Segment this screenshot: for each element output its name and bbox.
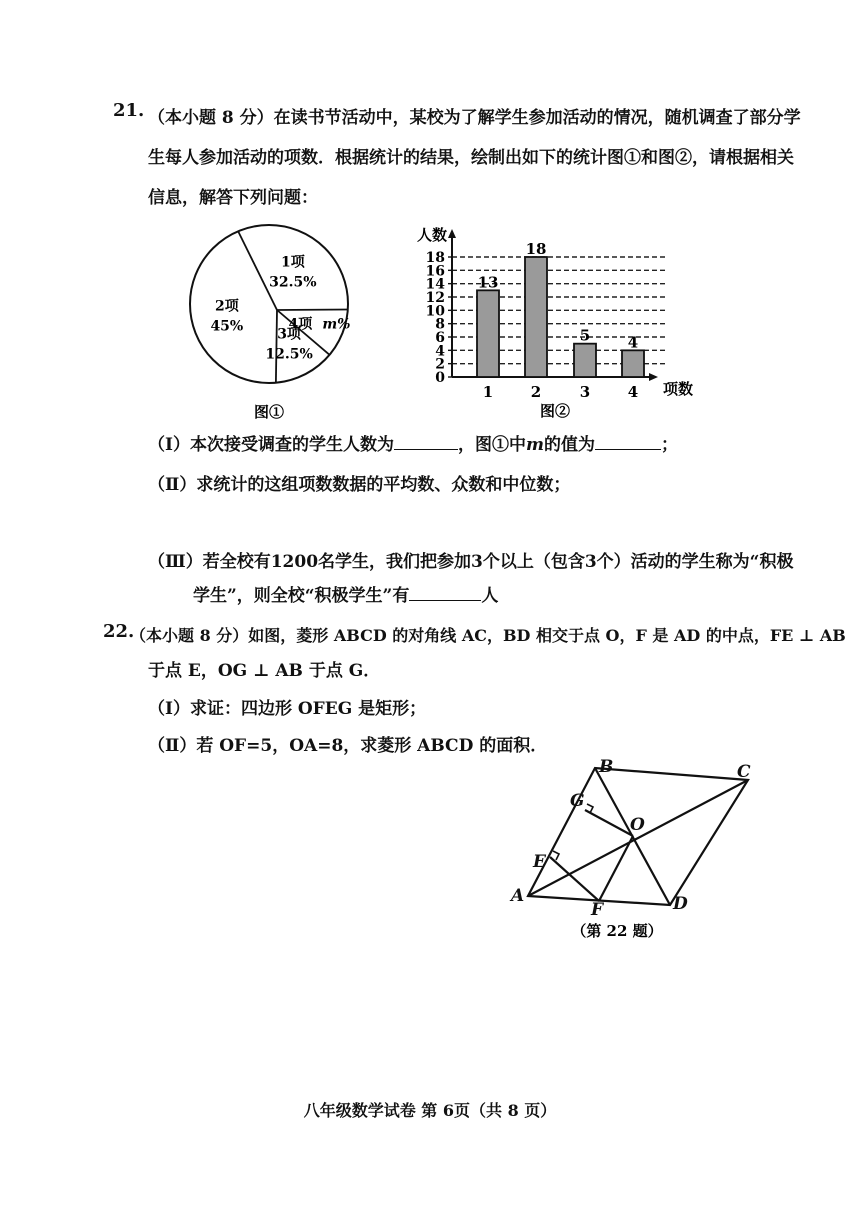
y-tick-label: 2 — [435, 356, 445, 373]
q21-part3-line2 — [193, 581, 498, 606]
diagonal-ac — [528, 780, 748, 896]
pie-slice-label: 4项 — [288, 316, 313, 333]
q21-part1-m: m — [525, 435, 544, 455]
point-d-label: D — [673, 894, 688, 914]
point-g-label: G — [570, 791, 585, 811]
pie-slice-percent: m% — [322, 316, 351, 333]
q21-intro-line2: 生每人参加活动的项数．根据统计的结果，绘制出如下的统计图①和图②，请根据相关 — [148, 148, 794, 168]
q21-part2: （Ⅱ）求统计的这组项数数据的平均数、众数和中位数； — [148, 475, 571, 495]
y-tick-label: 4 — [435, 343, 445, 360]
answer-blank-students[interactable] — [394, 433, 458, 450]
bar-2 — [525, 257, 547, 377]
q21-part3-b: 学生”，则全校“积极学生”有 — [193, 586, 410, 606]
q21-part1 — [148, 430, 678, 455]
y-tick-label: 6 — [435, 330, 445, 346]
pie-slice-percent: 45% — [210, 318, 244, 335]
rhombus-figure — [505, 755, 775, 945]
answer-blank-m[interactable] — [595, 433, 661, 450]
q21-number: 21. — [113, 100, 145, 121]
q21-part1-d: ； — [660, 435, 678, 455]
segment-of — [599, 836, 633, 901]
bar-1 — [477, 290, 499, 377]
x-tick-label: 3 — [579, 383, 591, 401]
q22-line2: 于点 E，OG ⊥ AB 于点 G． — [148, 661, 381, 681]
pie-caption: 图① — [253, 403, 285, 421]
pie-slice-percent: 32.5% — [269, 274, 317, 291]
point-o-label: O — [630, 815, 645, 835]
x-tick-label: 4 — [627, 383, 639, 401]
bar-ylabel: 人数 — [417, 226, 448, 244]
pie-slice-percent: 12.5% — [265, 346, 313, 363]
q21-part1-c: 的值为 — [543, 435, 595, 455]
x-tick-label: 2 — [530, 383, 542, 401]
y-tick-label: 16 — [425, 263, 445, 280]
bar-4 — [622, 350, 644, 377]
q22-part2: （Ⅱ）若 OF=5，OA=8，求菱形 ABCD 的面积． — [148, 736, 548, 756]
y-tick-label: 10 — [425, 303, 445, 320]
q21-part3-line1: （Ⅲ）若全校有1200名学生，我们把参加3个以上（包含3个）活动的学生称为“积极 — [148, 552, 794, 572]
bar-chart — [405, 220, 705, 425]
y-tick-label: 12 — [425, 290, 445, 306]
bar-data-label: 13 — [477, 273, 499, 292]
right-angle-e — [553, 851, 559, 860]
pie-chart — [180, 215, 360, 430]
x-axis-arrow — [649, 373, 658, 381]
q22-number: 22. — [103, 621, 135, 642]
q22-line1: （本小题 8 分）如图，菱形 ABCD 的对角线 AC，BD 相交于点 O，F 是 AD 的中点，FE ⊥ AB — [130, 626, 846, 645]
y-tick-label: 0 — [435, 370, 445, 386]
y-tick-label: 8 — [435, 316, 445, 333]
q21-part1-b: ，图①中 — [457, 435, 526, 455]
x-tick-label: 1 — [482, 383, 494, 401]
bar-data-label: 5 — [579, 326, 591, 345]
pie-slice-label: 2项 — [214, 298, 239, 315]
q21-intro-line3: 信息，解答下列问题： — [148, 188, 318, 208]
pie-slice-label: 3项 — [277, 326, 301, 343]
y-tick-label: 18 — [425, 250, 445, 266]
point-f-label: F — [591, 900, 604, 920]
bar-xlabel: 项数 — [663, 380, 694, 398]
bar-data-label: 18 — [525, 240, 547, 258]
pie-slice-label: 1项 — [280, 254, 305, 271]
bar-3 — [574, 344, 596, 377]
q22-part1: （Ⅰ）求证：四边形 OFEG 是矩形； — [148, 699, 427, 719]
point-a-label: A — [511, 886, 525, 906]
answer-blank-active[interactable] — [409, 584, 481, 601]
q21-part1-a: （Ⅰ）本次接受调查的学生人数为 — [148, 435, 394, 455]
y-axis-arrow — [448, 229, 456, 238]
page-footer: 八年级数学试卷 第 6页（共 8 页） — [303, 1101, 557, 1120]
q21-part3-c: 人 — [481, 586, 499, 606]
q22-figure-caption: （第 22 题） — [571, 922, 663, 940]
bar-data-label: 4 — [627, 333, 639, 352]
bar-caption: 图② — [539, 402, 571, 420]
point-e-label: E — [533, 852, 546, 872]
q21-intro-line1: （本小题 8 分）在读书节活动中，某校为了解学生参加活动的情况，随机调查了部分学 — [148, 108, 801, 128]
rhombus-abcd — [528, 768, 748, 905]
point-c-label: C — [737, 762, 751, 782]
y-tick-label: 14 — [425, 276, 445, 293]
point-b-label: B — [599, 757, 614, 777]
